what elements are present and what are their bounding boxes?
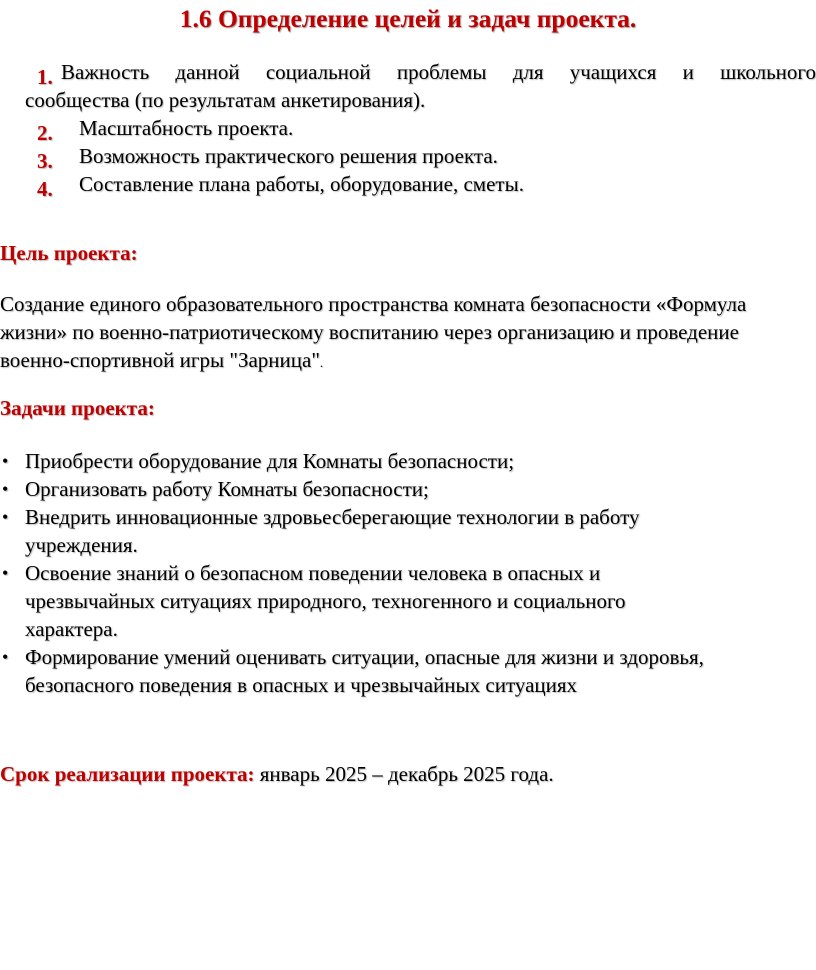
item-number: 4. — [37, 177, 53, 201]
list-item: • Организовать работу Комнаты безопасности; — [2, 477, 429, 501]
item-number: 2. — [37, 121, 53, 145]
item-text: Составление плана работы, оборудование, сметы. — [79, 172, 524, 196]
bullet-icon: • — [2, 479, 9, 499]
deadline — [0, 762, 554, 787]
item-text: Важность данной социальной проблемы для учащихся и школьного — [61, 60, 816, 84]
list-item: • Внедрить инновационные здровьесберегающие технологии в работу учреждения. — [2, 505, 640, 557]
page-title: 1.6 Определение целей и задач проекта. — [179, 4, 637, 33]
list-item: • Приобрести оборудование для Комнаты безопасности; — [2, 449, 515, 473]
list-item: • Освоение знаний о безопасном поведении человека в опасных и чрезвычайных ситуациях природного, техногенного и социального характера. — [2, 561, 626, 641]
list-item: • Формирование умений оценивать ситуации, опасные для жизни и здоровья, безопасного поведения в опасных и чрезвычайных ситуациях — [2, 645, 704, 697]
bullet-icon: • — [2, 563, 9, 583]
goal-text-end: . — [319, 355, 324, 370]
goal-text-body: Создание единого образовательного пространства комната безопасности «Формула жизни» по военно-патриотическому воспитанию через организацию и проведение военно-спортивной игры "Зарница" — [0, 292, 747, 372]
tasks-list — [0, 447, 816, 699]
bullet-icon: • — [2, 451, 9, 471]
bullet-icon: • — [2, 507, 9, 527]
item-text: Масштабность проекта. — [79, 116, 294, 140]
goal-heading: Цель проекта: — [0, 241, 138, 265]
item-text-continued: сообщества (по результатам анкетирования). — [25, 88, 426, 112]
bullet-icon: • — [2, 647, 9, 667]
deadline-value: январь 2025 – декабрь 2025 года. — [254, 762, 554, 786]
item-number: 1. — [37, 65, 53, 89]
deadline-label: Срок реализации проекта: — [0, 762, 255, 786]
item-text: Возможность практического решения проекта. — [79, 144, 498, 168]
tasks-heading: Задачи проекта: — [0, 396, 155, 420]
goal-text — [0, 290, 800, 377]
item-number: 3. — [37, 149, 53, 173]
